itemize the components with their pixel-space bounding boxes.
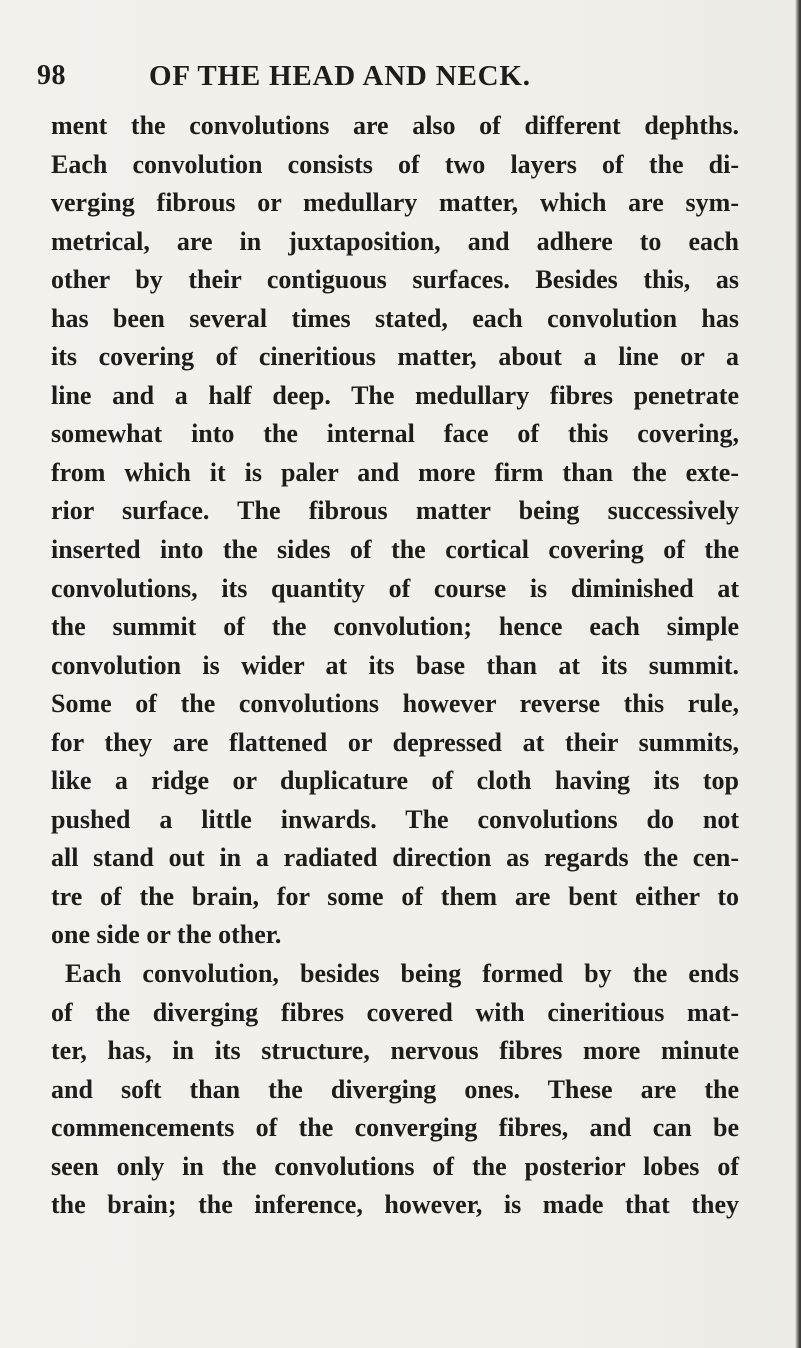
page-header	[37, 60, 737, 100]
text-line: rior surface. The fibrous matter being successively	[51, 496, 739, 526]
text-line: ter, has, in its structure, nervous fibres more minute	[51, 1036, 739, 1066]
text-line: other by their contiguous surfaces. Besides this, as	[51, 265, 739, 295]
text-line: and soft than the diverging ones. These are the	[51, 1074, 739, 1104]
text-line: of the diverging fibres covered with cineritious mat-	[51, 997, 739, 1027]
body-text	[51, 107, 739, 1225]
text-line: convolutions, its quantity of course is diminished at	[51, 573, 739, 603]
paragraph-start-line: Each convolution, besides being formed by the ends	[65, 959, 739, 989]
text-line: metrical, are in juxtaposition, and adhere to each	[51, 226, 739, 256]
text-line: the summit of the convolution; hence each simple	[51, 612, 739, 642]
text-line: verging fibrous or medullary matter, which are sym-	[51, 188, 739, 218]
text-line: all stand out in a radiated direction as regards the cen-	[51, 843, 739, 873]
paragraph-end-line: one side or the other.	[51, 920, 282, 950]
page-edge-shadow	[795, 0, 801, 1348]
text-line: inserted into the sides of the cortical covering of the	[51, 535, 739, 565]
text-line: pushed a little inwards. The convolutions do not	[51, 804, 739, 834]
text-line: seen only in the convolutions of the posterior lobes of	[51, 1151, 739, 1181]
text-line: convolution is wider at its base than at its summit.	[51, 650, 739, 680]
text-line: line and a half deep. The medullary fibres penetrate	[51, 380, 739, 410]
text-line: the brain; the inference, however, is made that they	[51, 1190, 739, 1220]
text-line: from which it is paler and more firm than the exte-	[51, 457, 739, 487]
page-number: 98	[37, 60, 66, 91]
text-line: like a ridge or duplicature of cloth having its top	[51, 766, 739, 796]
text-line: tre of the brain, for some of them are bent either to	[51, 881, 739, 911]
text-line: somewhat into the internal face of this covering,	[51, 419, 739, 449]
text-line: commencements of the converging fibres, and can be	[51, 1113, 739, 1143]
text-line: its covering of cineritious matter, about a line or a	[51, 342, 739, 372]
text-line: Some of the convolutions however reverse this rule,	[51, 689, 739, 719]
text-line: Each convolution consists of two layers of the di-	[51, 149, 739, 179]
text-line: has been several times stated, each convolution has	[51, 303, 739, 333]
text-line: ment the convolutions are also of different dephths.	[51, 111, 739, 140]
text-line: for they are flattened or depressed at their summits,	[51, 727, 739, 757]
running-title: OF THE HEAD AND NECK.	[149, 60, 531, 92]
